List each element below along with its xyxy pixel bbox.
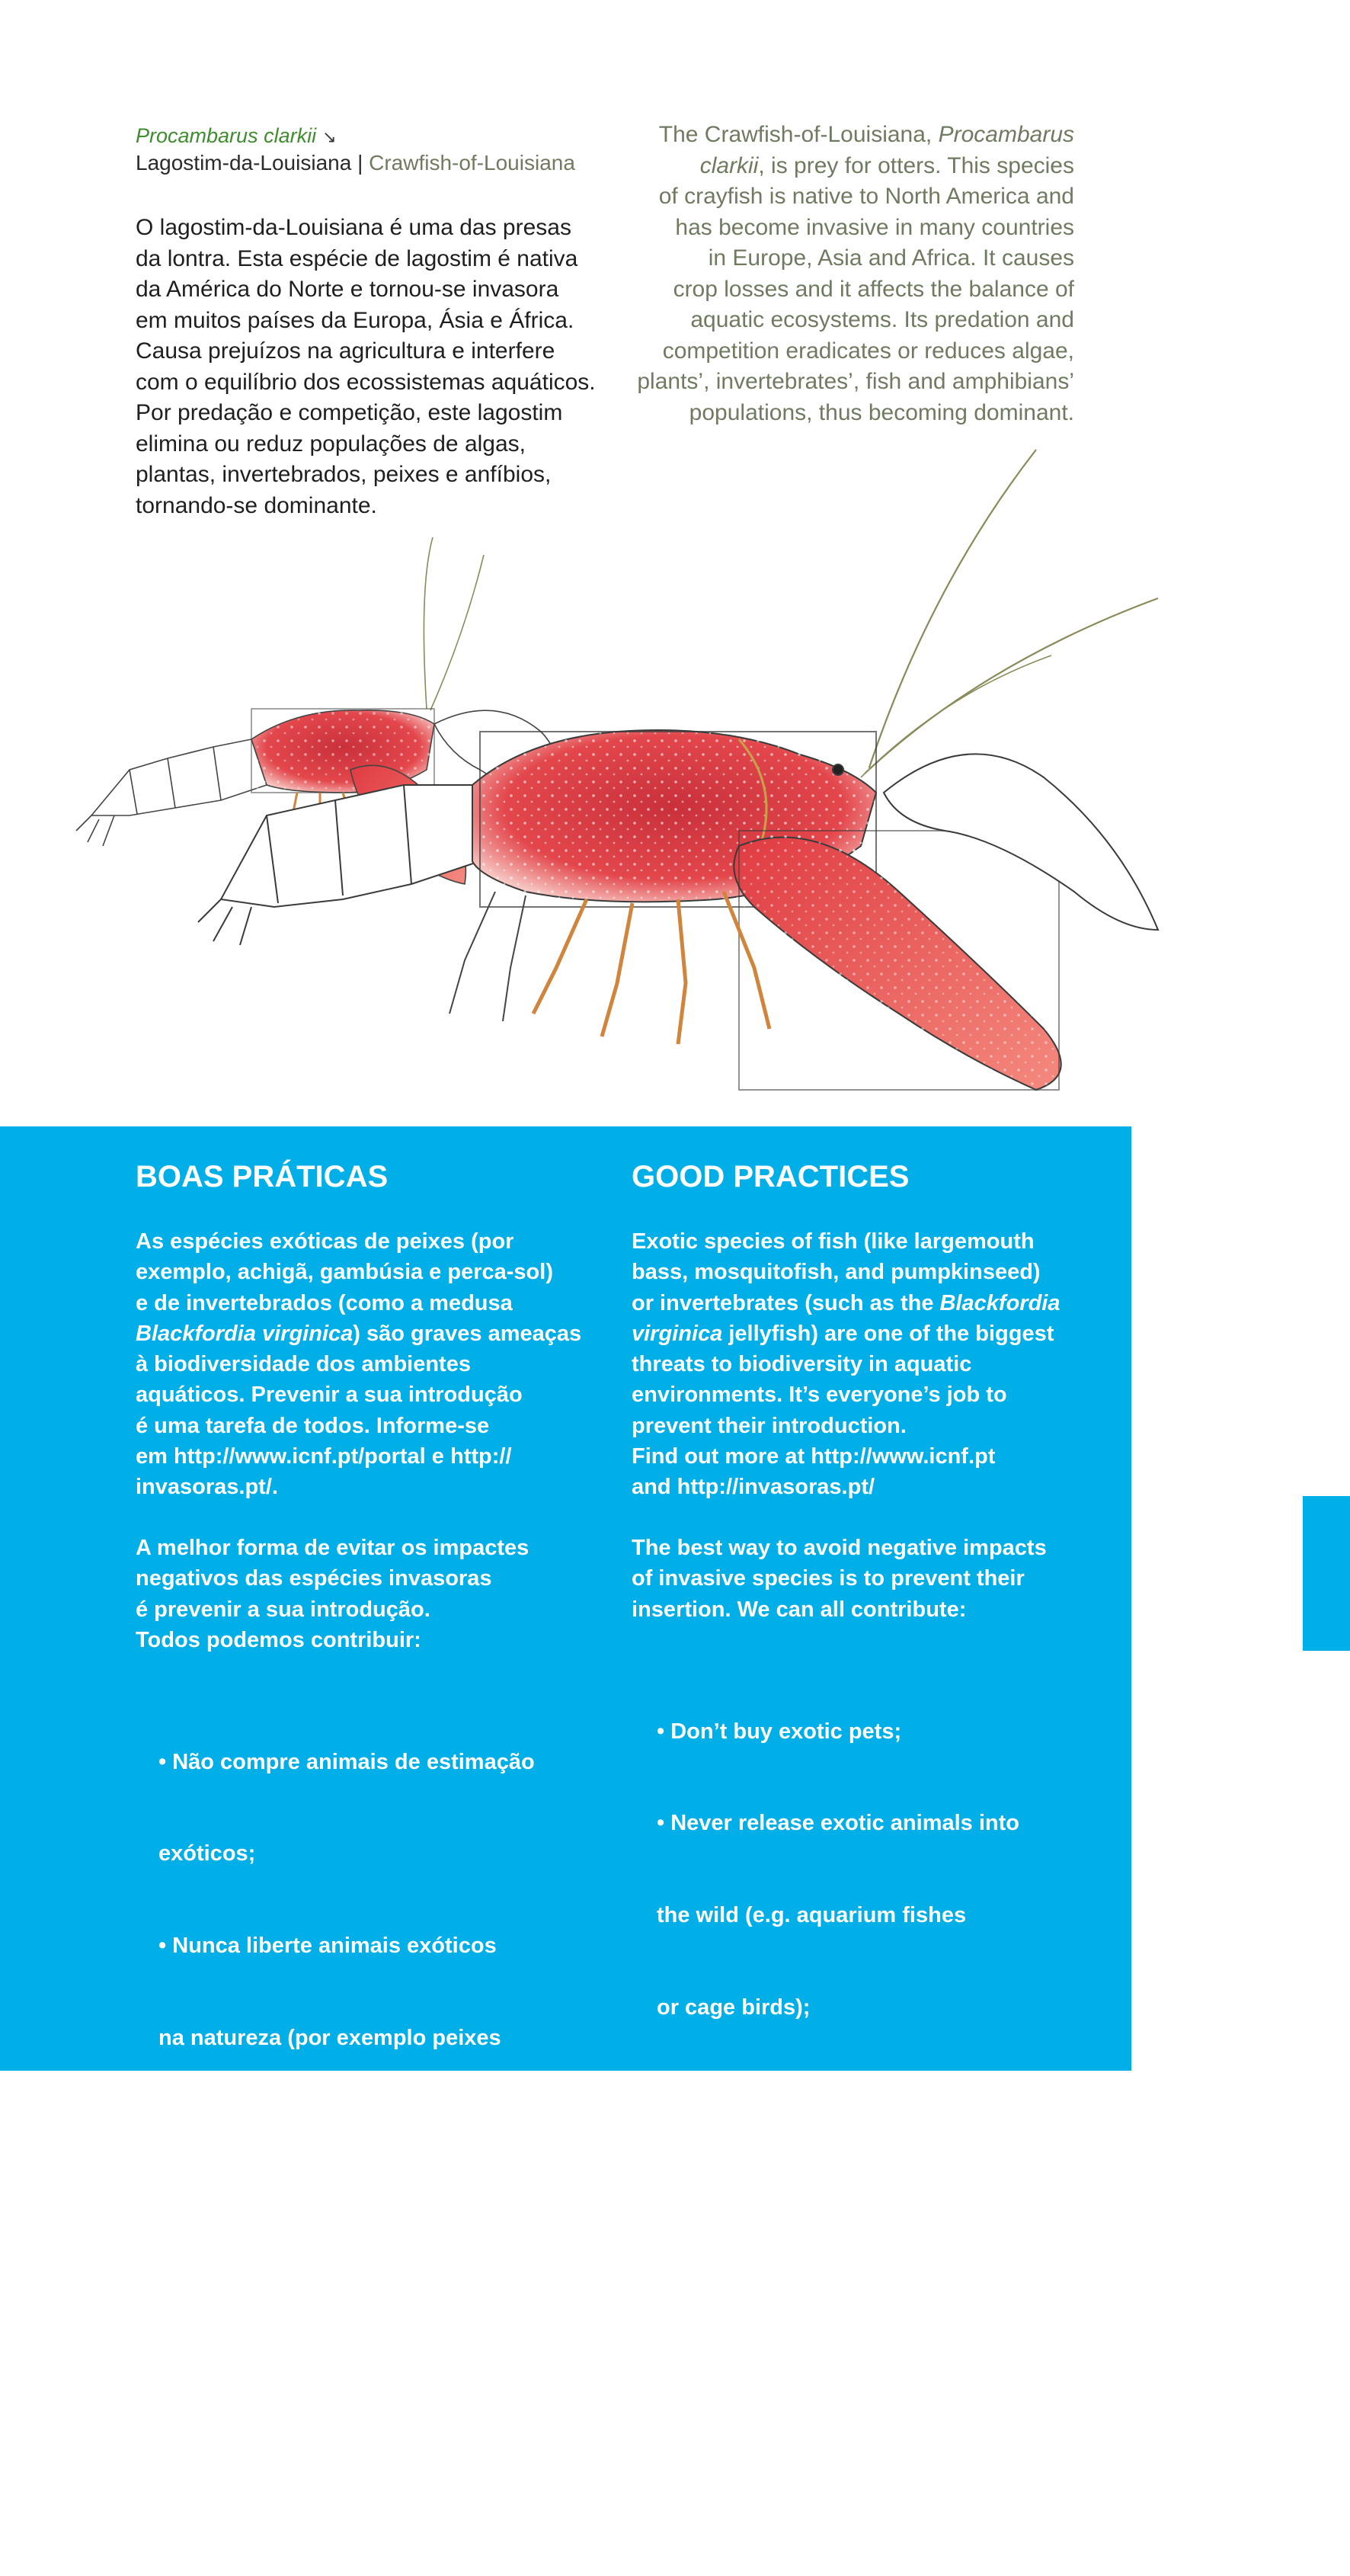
species-italic: Blackfordia virginica [136,1321,353,1346]
species-scientific-name [136,122,337,151]
species-italic: virginica [632,1321,723,1346]
bullet-line: • Take part in voluntary actions [657,2363,982,2389]
paragraph-line: negativos das espécies invasoras [136,1566,492,1591]
paragraph-line: Todos podemos contribuir: [136,1627,421,1652]
description-en [594,120,1074,428]
paragraph-line: and http://invasoras.pt/ [632,1475,875,1500]
good-practices-pt-paragraph-1 [136,1226,623,1503]
bullet-line: • If you go to another country, [657,2087,969,2113]
common-name-en: Crawfish-of-Louisiana [369,151,575,175]
paragraph-line: The best way to avoid negative impacts [632,1536,1047,1560]
bullet-line: • Participe nas ações de voluntariado [158,2394,549,2419]
description-pt-line: plantas, invertebrados, peixes e anfíbios, [136,462,552,487]
description-en-line: plants’, invertebrates’, fish and amphibians’ [637,369,1074,394]
paragraph-line: é prevenir a sua introdução. [136,1597,430,1622]
description-pt-line: elimina ou reduz populações de algas, [136,431,526,457]
bullet-line: with you as a souvenir; [657,2271,901,2296]
paragraph-line: Exotic species of fish (like largemouth [632,1229,1035,1254]
bullet-line: or cage birds); [657,1995,811,2020]
description-en-line [594,151,1074,182]
good-practices-en-bullet-list [657,1655,1114,2546]
bullet-line: • Não compre animais de estimação [158,1749,535,1774]
good-practices-en-paragraph-2 [632,1533,1119,1625]
description-pt-line: Por predação e competição, este lagostim [136,400,563,425]
description-pt-line: Causa prejuízos na agricultura e interfere [136,338,555,364]
paragraph-line: A melhor forma de evitar os impactes [136,1536,529,1560]
heading-pt: BOAS PRÁTICAS [136,1160,389,1193]
paragraph-line: Find out more at http://www.icnf.pt [632,1444,996,1469]
paragraph-line: environments. It’s everyone’s job to [632,1383,1007,1408]
bullet-line: don’t bring an exotic animal back [657,2180,1007,2205]
description-pt-line: da lontra. Esta espécie de lagostim é nativa [136,245,578,271]
species-italic: Blackfordia [939,1290,1060,1315]
bullet-line: the wild (e.g. aquarium fishes [657,1903,967,1928]
description-pt-line: tornando-se dominante. [136,492,377,518]
paragraph-line: bass, mosquitofish, and pumpkinseed) [632,1260,1041,1285]
paragraph-line [632,1288,1119,1318]
description-pt-line: da América do Norte e tornou-se invasora [136,277,559,302]
paragraph-line: em http://www.icnf.pt/portal e http:// [136,1444,512,1469]
bullet-line: • Never release exotic animals into [657,1811,1019,1836]
paragraph-line [136,1318,623,1349]
species-common-names [136,149,575,177]
section-tab-marker [1303,1496,1350,1651]
bullet-line: um animal exótico como recordação; [158,2302,549,2327]
description-en-line: has become invasive in many countries [675,214,1074,240]
good-practices-en-paragraph-1 [632,1226,1119,1503]
description-en-text: , is prey for otters. This species [758,152,1074,178]
paragraph-line: é uma tarefa de todos. Informe-se [136,1413,490,1438]
description-pt-line: O lagostim-da-Louisiana é uma das presas [136,215,571,240]
good-practices-pt-bullet-list [158,1685,631,2576]
description-en-line [594,120,1074,151]
description-en-line: competition eradicates or reduces algae, [662,338,1074,364]
paragraph-line: aquáticos. Prevenir a sua introdução [136,1383,523,1408]
good-practices-pt-paragraph-2 [136,1533,623,1655]
good-practices-panel [0,1126,1131,2511]
description-pt-line: em muitos países da Europa, Ásia e África. [136,307,574,333]
name-separator: | [357,151,363,175]
paragraph-line: insertion. We can all contribute: [632,1597,967,1622]
description-en-line: of crayfish is native to North America and [658,184,1074,209]
paragraph-line: prevent their introduction. [632,1413,907,1438]
bullet-line: • Nunca liberte animais exóticos [158,1934,497,1959]
description-en-italic: Procambarus [938,122,1074,147]
bullet-line: • Don’t buy exotic pets; [657,1719,902,1744]
bullet-line: na natureza (por exemplo peixes [158,2026,501,2051]
bullet-line: exóticos; [158,1841,256,1866]
paragraph-text: or invertebrates (such as the [632,1290,940,1315]
crayfish-illustration [69,434,1211,1120]
bullet-line: • Se for a outro país, não traga consigo [158,2210,569,2235]
description-pt-line: com o equilíbrio dos ecossistemas aquáticos. [136,369,596,395]
bullet-line: para controlo de espécies invasoras. [158,2486,547,2511]
paragraph-line: threats to biodiversity in aquatic [632,1352,972,1377]
description-en-line: crop losses and it affects the balance of [673,276,1074,302]
bullet-line: to control invasive species. [657,2456,945,2481]
description-en-line: in Europe, Asia and Africa. It causes [708,245,1074,271]
paragraph-line: à biodiversidade dos ambientes [136,1352,471,1377]
paragraph-line: As espécies exóticas de peixes (por [136,1229,514,1254]
description-en-italic: clarkii [699,152,759,178]
heading-en: GOOD PRACTICES [632,1160,910,1193]
paragraph-line: e de invertebrados (como a medusa [136,1290,513,1315]
description-en-line: populations, thus becoming dominant. [689,399,1074,425]
paragraph-line [632,1318,1119,1349]
description-en-line: aquatic ecosystems. Its predation and [690,307,1074,332]
scientific-name-text: Procambarus clarkii [136,124,317,147]
common-name-pt: Lagostim-da-Louisiana [136,151,352,175]
paragraph-line: of invasive species is to prevent their [632,1566,1025,1591]
paragraph-line: exemplo, achigã, gambúsia e perca-sol) [136,1260,553,1285]
paragraph-text: jellyfish) are one of the biggest [722,1321,1054,1346]
bullet-line: de aquário ou aves de gaiola); [158,2118,475,2143]
description-en-text: The Crawfish-of-Louisiana, [658,122,939,147]
paragraph-line: invasoras.pt/. [136,1475,278,1500]
arrow-down-right-icon: ↘ [322,127,337,146]
paragraph-text: ) são graves ameaças [353,1321,582,1346]
